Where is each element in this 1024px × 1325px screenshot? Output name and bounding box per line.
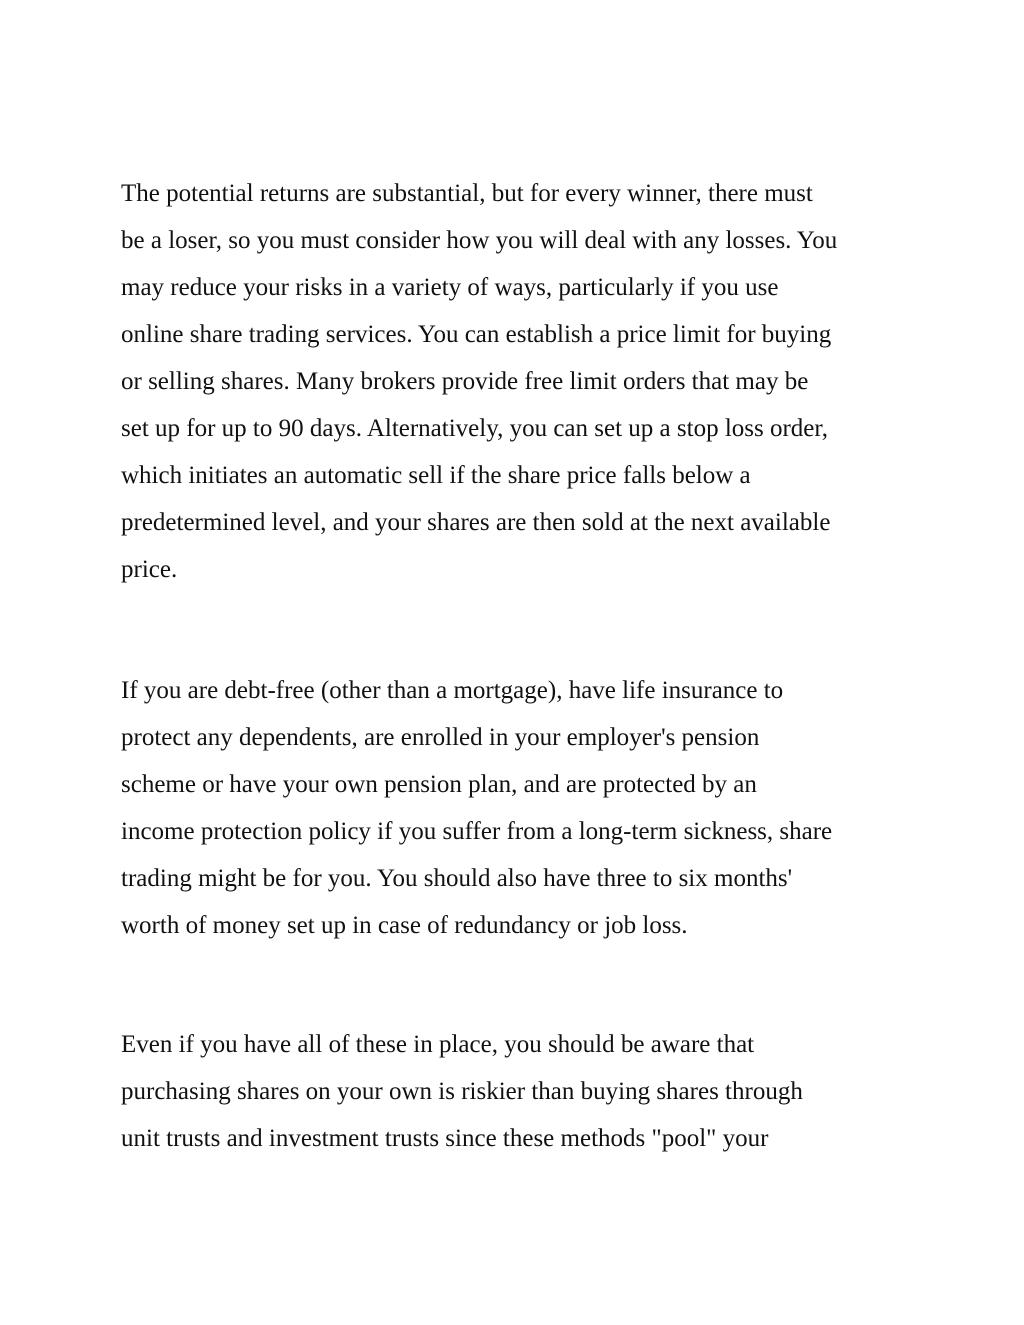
text-line: may reduce your risks in a variety of ways, particularly if you use <box>121 274 779 301</box>
text-line: The potential returns are substantial, but for every winner, there must <box>121 180 813 207</box>
text-line: unit trusts and investment trusts since these methods "pool" your <box>121 1125 769 1152</box>
text-line: predetermined level, and your shares are then sold at the next available <box>121 509 831 536</box>
paragraph-pooled-investments <box>121 1021 911 1162</box>
paragraph-risk-management <box>121 170 911 593</box>
text-line: purchasing shares on your own is riskier than buying shares through <box>121 1078 803 1105</box>
text-line: which initiates an automatic sell if the share price falls below a <box>121 462 751 489</box>
text-line: price. <box>121 556 178 583</box>
text-line: set up for up to 90 days. Alternatively, you can set up a stop loss order, <box>121 415 828 442</box>
text-line: income protection policy if you suffer from a long-term sickness, share <box>121 818 833 845</box>
text-line: be a loser, so you must consider how you will deal with any losses. You <box>121 227 838 254</box>
text-line: online share trading services. You can establish a price limit for buying <box>121 321 832 348</box>
text-line: scheme or have your own pension plan, and are protected by an <box>121 771 757 798</box>
text-line: Even if you have all of these in place, you should be aware that <box>121 1031 755 1058</box>
text-line: worth of money set up in case of redundancy or job loss. <box>121 912 688 939</box>
text-line: or selling shares. Many brokers provide free limit orders that may be <box>121 368 809 395</box>
text-line: If you are debt-free (other than a mortgage), have life insurance to <box>121 677 784 704</box>
paragraph-financial-readiness <box>121 667 911 949</box>
text-line: protect any dependents, are enrolled in your employer's pension <box>121 724 760 751</box>
text-line: trading might be for you. You should also have three to six months' <box>121 865 793 892</box>
